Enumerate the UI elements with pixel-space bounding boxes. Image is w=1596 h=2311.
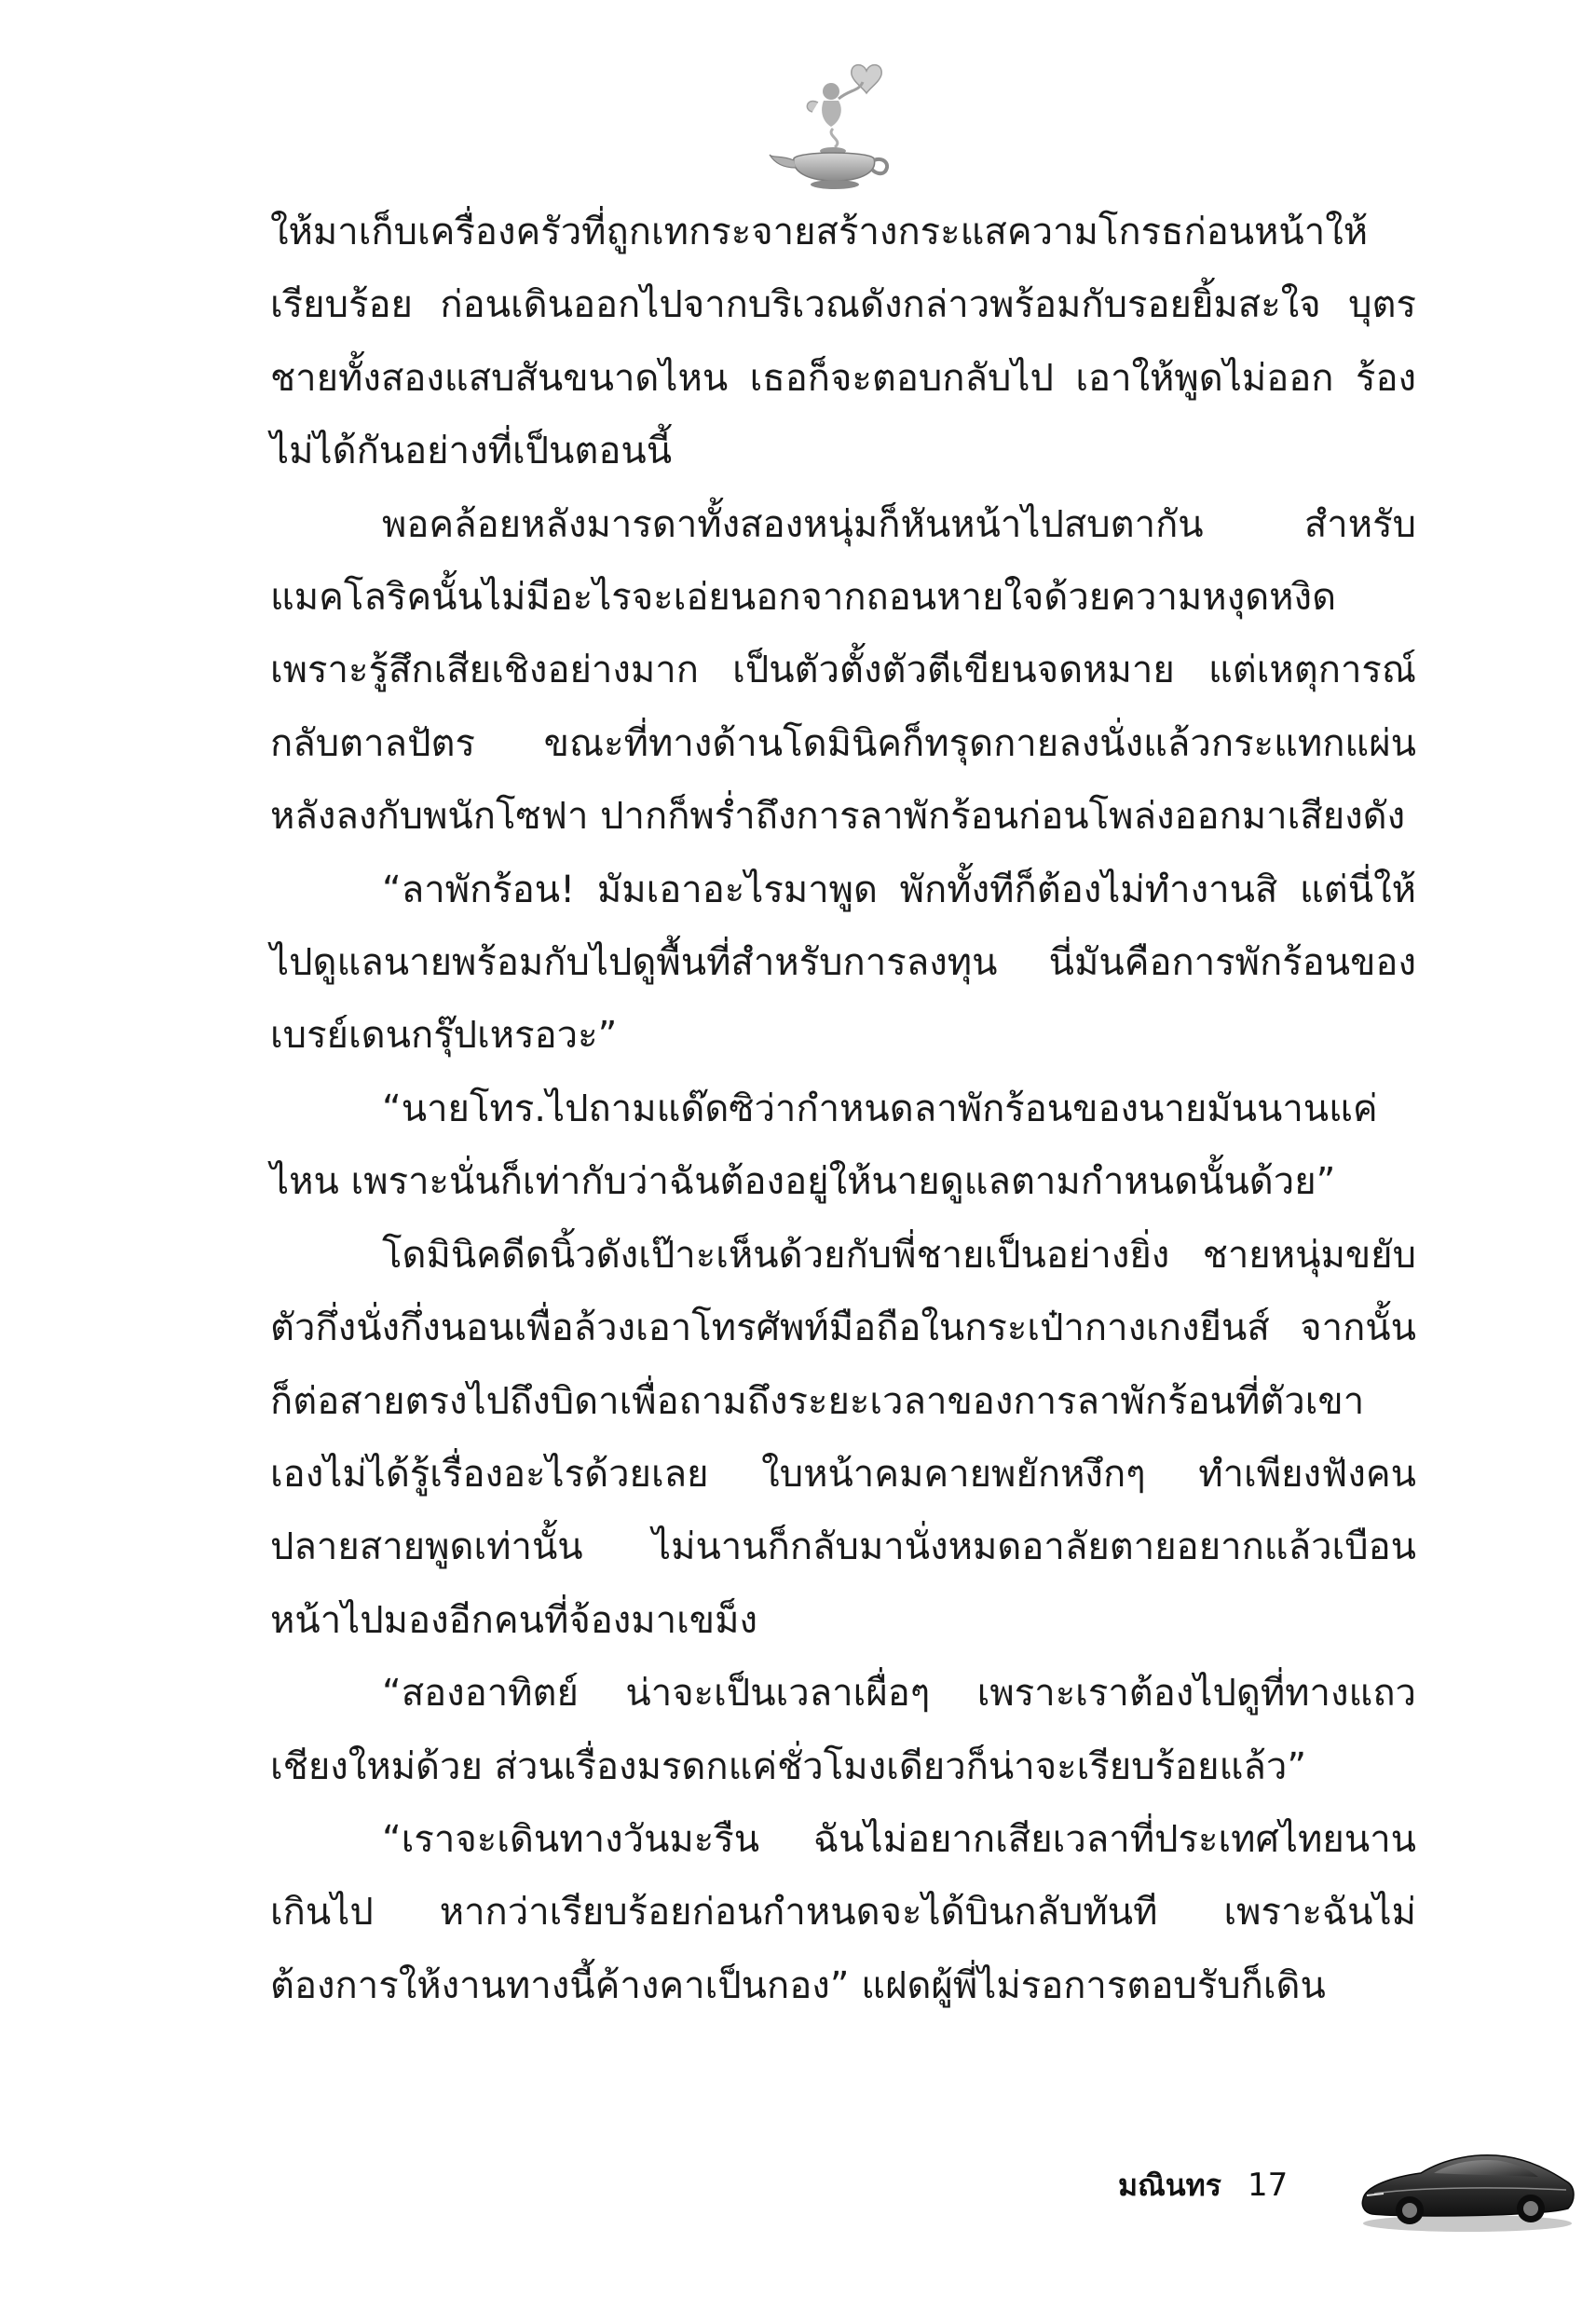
footer-author: มณินทร <box>1118 2167 1221 2203</box>
paragraph-3: “ลาพักร้อน! มัมเอาอะไรมาพูด พักทั้งทีก็ต้องไม่ทำงานสิ แต่นี่ให้ไปดูแลนายพร้อมกับไปดูพื้นที่สำหรับการลงทุน นี่มันคือการพักร้อนของเบรย์เดนกรุ๊ปเหรอวะ” <box>270 868 1416 1058</box>
page-number: 17 <box>1247 2167 1289 2204</box>
paragraph-6: “สองอาทิตย์ น่าจะเป็นเวลาเผื่อๆ เพราะเราต้องไปดูที่ทางแถวเชียงใหม่ด้วย ส่วนเรื่องมรดกแค่ชั่วโมงเดียวก็น่าจะเรียบร้อยแล้ว” <box>270 1672 1416 1788</box>
sports-car-icon <box>1356 2134 1579 2236</box>
paragraph-2: พอคล้อยหลังมารดาทั้งสองหนุ่มก็หันหน้าไปสบตากัน สำหรับแมคโลริคนั้นไม่มีอะไรจะเอ่ยนอกจากถอนหายใจด้วยความหงุดหงิดเพราะรู้สึกเสียเชิงอย่างมาก เป็นตัวตั้งตัวตีเขียนจดหมาย แต่เหตุการณ์กลับตาลปัตร ขณะที่ทางด้านโดมินิคก็ทรุดกายลงนั่งแล้วกระแทกแผ่นหลังลงกับพนักโซฟา ปากก็พร่ำถึงการลาพักร้อนก่อนโพล่งออกมาเสียงดัง <box>270 502 1416 839</box>
paragraph-7: “เราจะเดินทางวันมะรืน ฉันไม่อยากเสียเวลาที่ประเทศไทยนานเกินไป หากว่าเรียบร้อยก่อนกำหนดจะได้บินกลับทันที เพราะฉันไม่ต้องการให้งานทางนี้ค้างคาเป็นกอง” แฝดผู้พี่ไม่รอการตอบรับก็เดิน <box>270 1817 1416 2007</box>
paragraph-4: “นายโทร.ไปถามแด๊ดซิว่ากำหนดลาพักร้อนของนายมันนานแค่ไหน เพราะนั่นก็เท่ากับว่าฉันต้องอยู่ให้นายดูแลตามกำหนดนั้นด้วย” <box>270 1087 1378 1204</box>
body-text <box>270 196 1416 2022</box>
page-footer <box>1118 2148 1288 2222</box>
genie-lamp-ornament-icon <box>766 54 906 194</box>
paragraph-1: ให้มาเก็บเครื่องครัวที่ถูกเทกระจายสร้างกระแสความโกรธก่อนหน้าให้เรียบร้อย ก่อนเดินออกไปจากบริเวณดังกล่าวพร้อมกับรอยยิ้มสะใจ บุตรชายทั้งสองแสบสันขนาดไหน เธอก็จะตอบกลับไป เอาให้พูดไม่ออก ร้องไม่ได้กันอย่างที่เป็นตอนนี้ <box>270 211 1416 473</box>
paragraph-5: โดมินิคดีดนิ้วดังเป๊าะเห็นด้วยกับพี่ชายเป็นอย่างยิ่ง ชายหนุ่มขยับตัวกึ่งนั่งกึ่งนอนเพื่อล้วงเอาโทรศัพท์มือถือในกระเป๋ากางเกงยีนส์ จากนั้นก็ต่อสายตรงไปถึงบิดาเพื่อถามถึงระยะเวลาของการลาพักร้อนที่ตัวเขาเองไม่ได้รู้เรื่องอะไรด้วยเลย ใบหน้าคมคายพยักหงึกๆ ทำเพียงฟังคนปลายสายพูดเท่านั้น ไม่นานก็กลับมานั่งหมดอาลัยตายอยากแล้วเบือนหน้าไปมองอีกคนที่จ้องมาเขม็ง <box>270 1233 1416 1642</box>
